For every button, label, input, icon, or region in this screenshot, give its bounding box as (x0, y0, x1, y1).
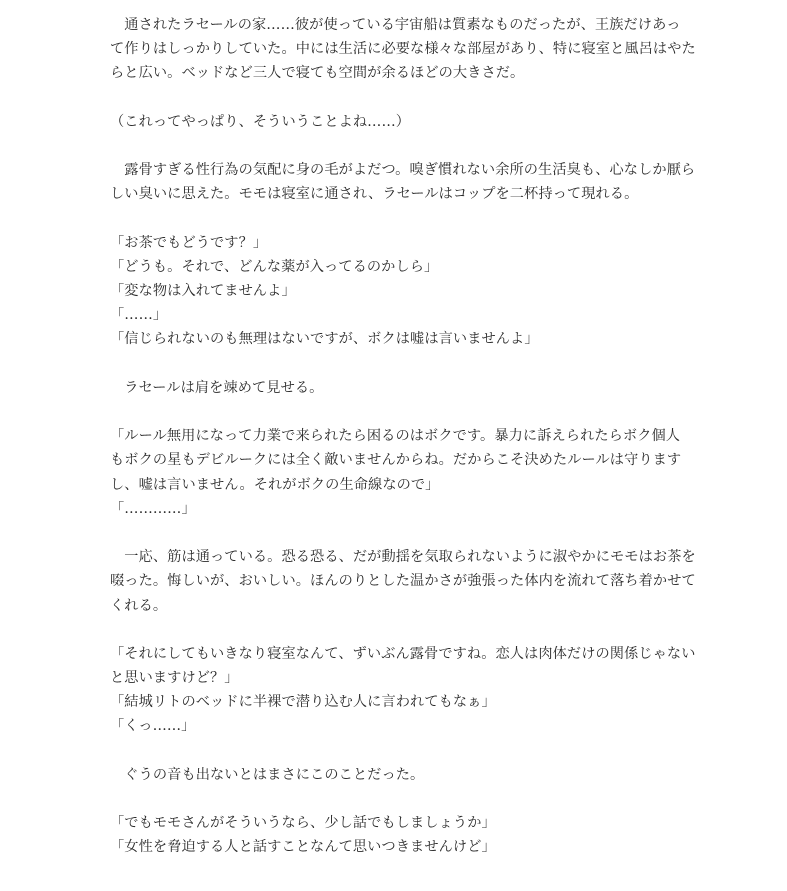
blank-line (110, 400, 690, 424)
text-line: て作りはしっかりしていた。中には生活に必要な様々な部屋があり、特に寝室と風呂はやた (110, 41, 696, 58)
blank-line (110, 787, 690, 811)
blank-line (110, 521, 690, 545)
text-line: 「…………」 (110, 500, 196, 517)
text-line: ラセールは肩を竦めて見せる。 (110, 379, 324, 396)
text-line: 一応、筋は通っている。恐る恐る、だが動揺を気取られないように淑やかにモモはお茶を (110, 549, 696, 566)
text-line: 「お茶でもどうです？」 (110, 234, 268, 251)
text-line: 「くっ……」 (110, 718, 196, 735)
text-line: 「信じられないのも無理はないですが、ボクは嘘は言いませんよ」 (110, 331, 539, 348)
text-line: くれる。 (110, 597, 168, 614)
blank-line (110, 86, 690, 110)
text-line: 「どうも。それで、どんな薬が入ってるのかしら」 (110, 258, 439, 275)
blank-line (110, 134, 690, 158)
text-line: 啜った。悔しいが、おいしい。ほんのりとした温かさが強張った体内を流れて落ち着かせて (110, 573, 696, 590)
text-line: 「女性を脅迫する人と話すことなんて思いつきませんけど」 (110, 839, 496, 856)
text-line: し、嘘は言いません。それがボクの生命線なので」 (110, 476, 440, 493)
text-line: しい臭いに思えた。モモは寝室に通され、ラセールはコップを二杯持って現れる。 (110, 186, 639, 203)
text-line: 「でもモモさんがそういうなら、少し話でもしましょうか」 (110, 815, 496, 832)
text-line: 「変な物は入れてませんよ」 (110, 283, 296, 300)
text-line: と思いますけど？」 (110, 670, 239, 687)
text-line: （これってやっぱり、そういうことよね……） (110, 113, 411, 130)
text-line: 「ルール無用になって力業で来られたら困るのはボクです。暴力に訴えられたらボク個人 (110, 428, 681, 445)
blank-line (110, 352, 690, 376)
text-line: 「それにしてもいきなり寝室なんて、ずいぶん露骨ですね。恋人は肉体だけの関係じゃない (110, 645, 696, 662)
text-line: 通されたラセールの家……彼が使っている宇宙船は質素なものだったが、王族だけあっ (110, 17, 681, 33)
text-line: らと広い。ベッドなど三人で寝ても空間が余るほどの大きさだ。 (110, 65, 525, 82)
blank-line (110, 739, 690, 763)
text-line: もボクの星もデビルークには全く敵いませんからね。だからこそ決めたルールは守ります (110, 452, 682, 469)
text-line: ぐうの音も出ないとはまさにこのことだった。 (110, 766, 425, 783)
document-body (110, 13, 696, 860)
text-line: 「結城リトのベッドに半裸で潜り込む人に言われてもなぁ」 (110, 694, 496, 711)
blank-line (110, 207, 690, 231)
blank-line (110, 618, 690, 642)
text-line: 「……」 (110, 307, 168, 324)
text-line: 露骨すぎる性行為の気配に身の毛がよだつ。嗅ぎ慣れない余所の生活臭も、心なしか厭ら (110, 162, 696, 179)
